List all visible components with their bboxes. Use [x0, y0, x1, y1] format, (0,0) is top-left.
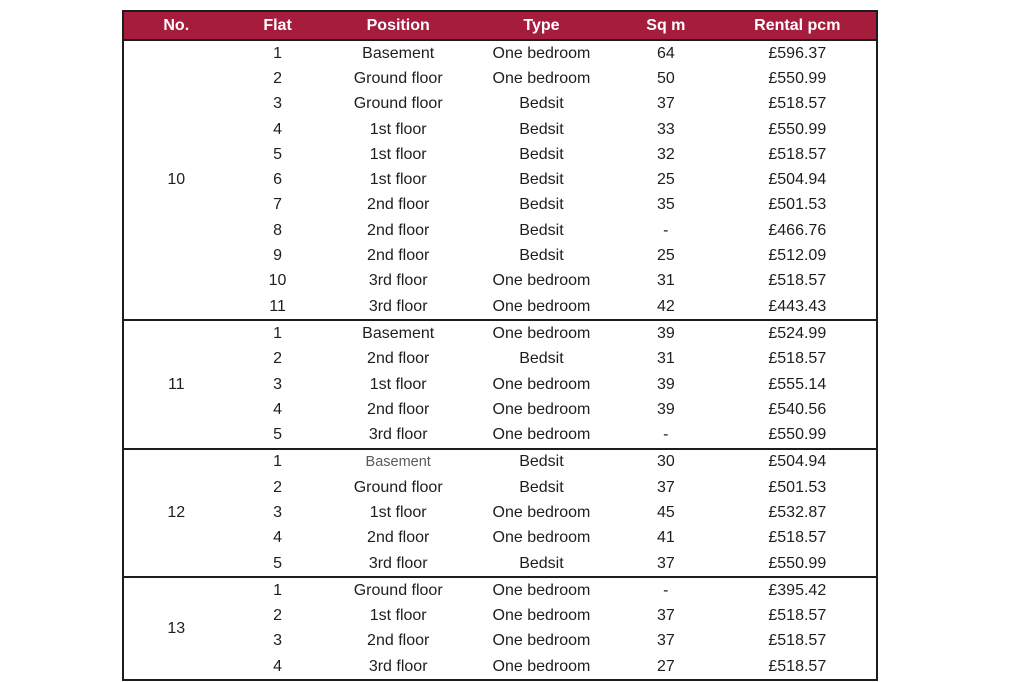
- table-row: [123, 604, 877, 629]
- table-row: [123, 526, 877, 551]
- flat-cell: 3: [273, 375, 282, 393]
- table-row: [123, 167, 877, 192]
- type-cell: One bedroom: [492, 581, 591, 599]
- type-cell: Bedsit: [519, 171, 564, 189]
- position-cell: 2nd floor: [367, 350, 430, 368]
- position-cell: Basement: [362, 324, 435, 342]
- sqm-cell: 45: [656, 503, 675, 521]
- table-row: [123, 269, 877, 294]
- building-group: [123, 320, 877, 448]
- type-cell: Bedsit: [519, 554, 564, 572]
- type-cell: One bedroom: [492, 44, 591, 62]
- sqm-cell: 25: [656, 171, 675, 189]
- sqm-cell: 37: [656, 632, 675, 650]
- building-no-cell: 12: [167, 503, 186, 521]
- sqm-cell: 37: [656, 554, 675, 572]
- col-header-flat: Flat: [229, 11, 327, 40]
- position-cell: 1st floor: [369, 503, 427, 521]
- position-cell: 2nd floor: [367, 400, 430, 418]
- position-cell: 1st floor: [369, 375, 427, 393]
- type-cell: Bedsit: [519, 196, 564, 214]
- type-cell: One bedroom: [492, 632, 591, 650]
- type-cell: One bedroom: [492, 426, 591, 444]
- position-cell: Ground floor: [353, 478, 443, 496]
- flat-cell: 5: [273, 554, 282, 572]
- type-cell: One bedroom: [492, 69, 591, 87]
- flat-cell: 2: [273, 607, 282, 625]
- rental-cell: £518.57: [768, 657, 827, 675]
- flat-cell: 5: [273, 426, 282, 444]
- rental-cell: £504.94: [768, 453, 827, 471]
- rental-cell: £443.43: [768, 297, 827, 315]
- sqm-cell: 31: [656, 272, 675, 290]
- table-row: [123, 66, 877, 91]
- building-group: [123, 449, 877, 577]
- flat-cell: 3: [273, 95, 282, 113]
- table-row: [123, 92, 877, 117]
- flat-cell: 6: [273, 171, 282, 189]
- flat-cell: 9: [273, 247, 282, 265]
- sqm-cell: 39: [656, 400, 675, 418]
- type-cell: Bedsit: [519, 453, 564, 471]
- rental-cell: £532.87: [768, 503, 827, 521]
- table-row: [123, 475, 877, 500]
- table-header: [123, 11, 877, 40]
- rental-cell: £466.76: [768, 221, 827, 239]
- type-cell: Bedsit: [519, 145, 564, 163]
- rental-cell: £540.56: [768, 400, 827, 418]
- rental-cell: £550.99: [768, 120, 827, 138]
- sqm-cell: 50: [656, 69, 675, 87]
- rental-cell: £518.57: [768, 529, 827, 547]
- sqm-cell: 39: [656, 324, 675, 342]
- sqm-cell: 37: [656, 607, 675, 625]
- type-cell: One bedroom: [492, 324, 591, 342]
- table-row: [123, 243, 877, 268]
- sqm-cell: 42: [656, 297, 675, 315]
- table-row: [123, 320, 877, 346]
- flat-cell: 2: [273, 350, 282, 368]
- flat-cell: 10: [268, 272, 287, 290]
- flat-cell: 4: [273, 120, 282, 138]
- type-cell: One bedroom: [492, 657, 591, 675]
- type-cell: One bedroom: [492, 503, 591, 521]
- table-row: [123, 500, 877, 525]
- type-cell: One bedroom: [492, 400, 591, 418]
- type-cell: Bedsit: [519, 350, 564, 368]
- rental-cell: £518.57: [768, 350, 827, 368]
- type-cell: One bedroom: [492, 529, 591, 547]
- rental-cell: £395.42: [768, 581, 827, 599]
- building-no-cell: 10: [167, 171, 186, 189]
- flat-cell: 4: [273, 400, 282, 418]
- flat-cell: 3: [273, 632, 282, 650]
- sqm-cell: 27: [656, 657, 675, 675]
- table-row: [123, 372, 877, 397]
- type-cell: One bedroom: [492, 297, 591, 315]
- flat-cell: 2: [273, 69, 282, 87]
- type-cell: One bedroom: [492, 375, 591, 393]
- rental-table: [122, 10, 878, 681]
- table-row: [123, 193, 877, 218]
- flat-cell: 1: [273, 44, 282, 62]
- sqm-cell: 64: [656, 44, 675, 62]
- rental-cell: £518.57: [768, 607, 827, 625]
- rental-cell: £518.57: [768, 95, 827, 113]
- position-cell: 1st floor: [369, 607, 427, 625]
- type-cell: Bedsit: [519, 120, 564, 138]
- flat-cell: 8: [273, 221, 282, 239]
- table-row: [123, 347, 877, 372]
- table-row: [123, 449, 877, 475]
- sqm-cell: 35: [656, 196, 675, 214]
- col-header-type: Type: [470, 11, 613, 40]
- building-group: [123, 40, 877, 320]
- col-header-rental: Rental pcm: [719, 11, 877, 40]
- position-cell: 1st floor: [369, 171, 427, 189]
- rental-cell: £512.09: [768, 247, 827, 265]
- type-cell: One bedroom: [492, 607, 591, 625]
- table-row: [123, 629, 877, 654]
- sqm-cell: 25: [656, 247, 675, 265]
- position-cell: 2nd floor: [367, 196, 430, 214]
- sqm-cell: -: [663, 581, 669, 599]
- col-header-no: No.: [123, 11, 229, 40]
- position-cell: 1st floor: [369, 120, 427, 138]
- sqm-cell: 32: [656, 145, 675, 163]
- position-cell: 2nd floor: [367, 221, 430, 239]
- building-group: [123, 577, 877, 680]
- flat-cell: 4: [273, 529, 282, 547]
- type-cell: Bedsit: [519, 221, 564, 239]
- building-no-cell: 11: [167, 375, 185, 393]
- col-header-position: Position: [327, 11, 470, 40]
- sqm-cell: 31: [656, 350, 675, 368]
- rental-cell: £518.57: [768, 145, 827, 163]
- position-cell: 3rd floor: [368, 426, 428, 444]
- table-row: [123, 654, 877, 680]
- col-header-sqm: Sq m: [613, 11, 719, 40]
- flat-cell: 5: [273, 145, 282, 163]
- building-no-cell: 13: [167, 619, 186, 637]
- position-cell: 3rd floor: [368, 554, 428, 572]
- position-cell: 3rd floor: [368, 272, 428, 290]
- position-cell: 3rd floor: [368, 657, 428, 675]
- flat-cell: 2: [273, 478, 282, 496]
- rental-cell: £501.53: [768, 478, 827, 496]
- type-cell: Bedsit: [519, 478, 564, 496]
- rental-cell: £504.94: [768, 171, 827, 189]
- rental-cell: £550.99: [768, 554, 827, 572]
- rental-cell: £555.14: [768, 375, 827, 393]
- type-cell: Bedsit: [519, 95, 564, 113]
- position-cell: Ground floor: [353, 69, 443, 87]
- table-row: [123, 577, 877, 603]
- sqm-cell: 39: [656, 375, 675, 393]
- rental-cell: £524.99: [768, 324, 827, 342]
- position-cell: 1st floor: [369, 145, 427, 163]
- flat-cell: 1: [273, 581, 282, 599]
- table-row: [123, 142, 877, 167]
- position-cell: 2nd floor: [367, 247, 430, 265]
- sqm-cell: 37: [656, 478, 675, 496]
- table-row: [123, 117, 877, 142]
- sqm-cell: -: [663, 426, 669, 444]
- flat-cell: 3: [273, 503, 282, 521]
- table-row: [123, 551, 877, 577]
- flat-cell: 7: [273, 196, 282, 214]
- table-row: [123, 40, 877, 66]
- sqm-cell: 30: [656, 453, 675, 471]
- position-cell: Ground floor: [353, 95, 443, 113]
- table-row: [123, 218, 877, 243]
- rental-cell: £550.99: [768, 69, 827, 87]
- sqm-cell: -: [663, 221, 669, 239]
- type-cell: Bedsit: [519, 247, 564, 265]
- position-cell: Ground floor: [353, 581, 443, 599]
- header-row: [123, 11, 877, 40]
- rental-cell: £518.57: [768, 272, 827, 290]
- rental-cell: £518.57: [768, 632, 827, 650]
- flat-cell: 1: [273, 453, 282, 471]
- rental-cell: £550.99: [768, 426, 827, 444]
- flat-cell: 4: [273, 657, 282, 675]
- position-cell: 2nd floor: [367, 529, 430, 547]
- position-cell: 2nd floor: [367, 632, 430, 650]
- flat-cell: 11: [269, 297, 286, 315]
- sqm-cell: 37: [656, 95, 675, 113]
- position-cell: Basement: [362, 44, 435, 62]
- flat-cell: 1: [273, 324, 282, 342]
- position-cell: 3rd floor: [368, 297, 428, 315]
- table-row: [123, 422, 877, 448]
- position-cell: Basement: [365, 454, 431, 471]
- rental-cell: £501.53: [768, 196, 827, 214]
- type-cell: One bedroom: [492, 272, 591, 290]
- sqm-cell: 33: [656, 120, 675, 138]
- table-row: [123, 294, 877, 320]
- rental-cell: £596.37: [768, 44, 827, 62]
- sqm-cell: 41: [656, 529, 675, 547]
- table-row: [123, 397, 877, 422]
